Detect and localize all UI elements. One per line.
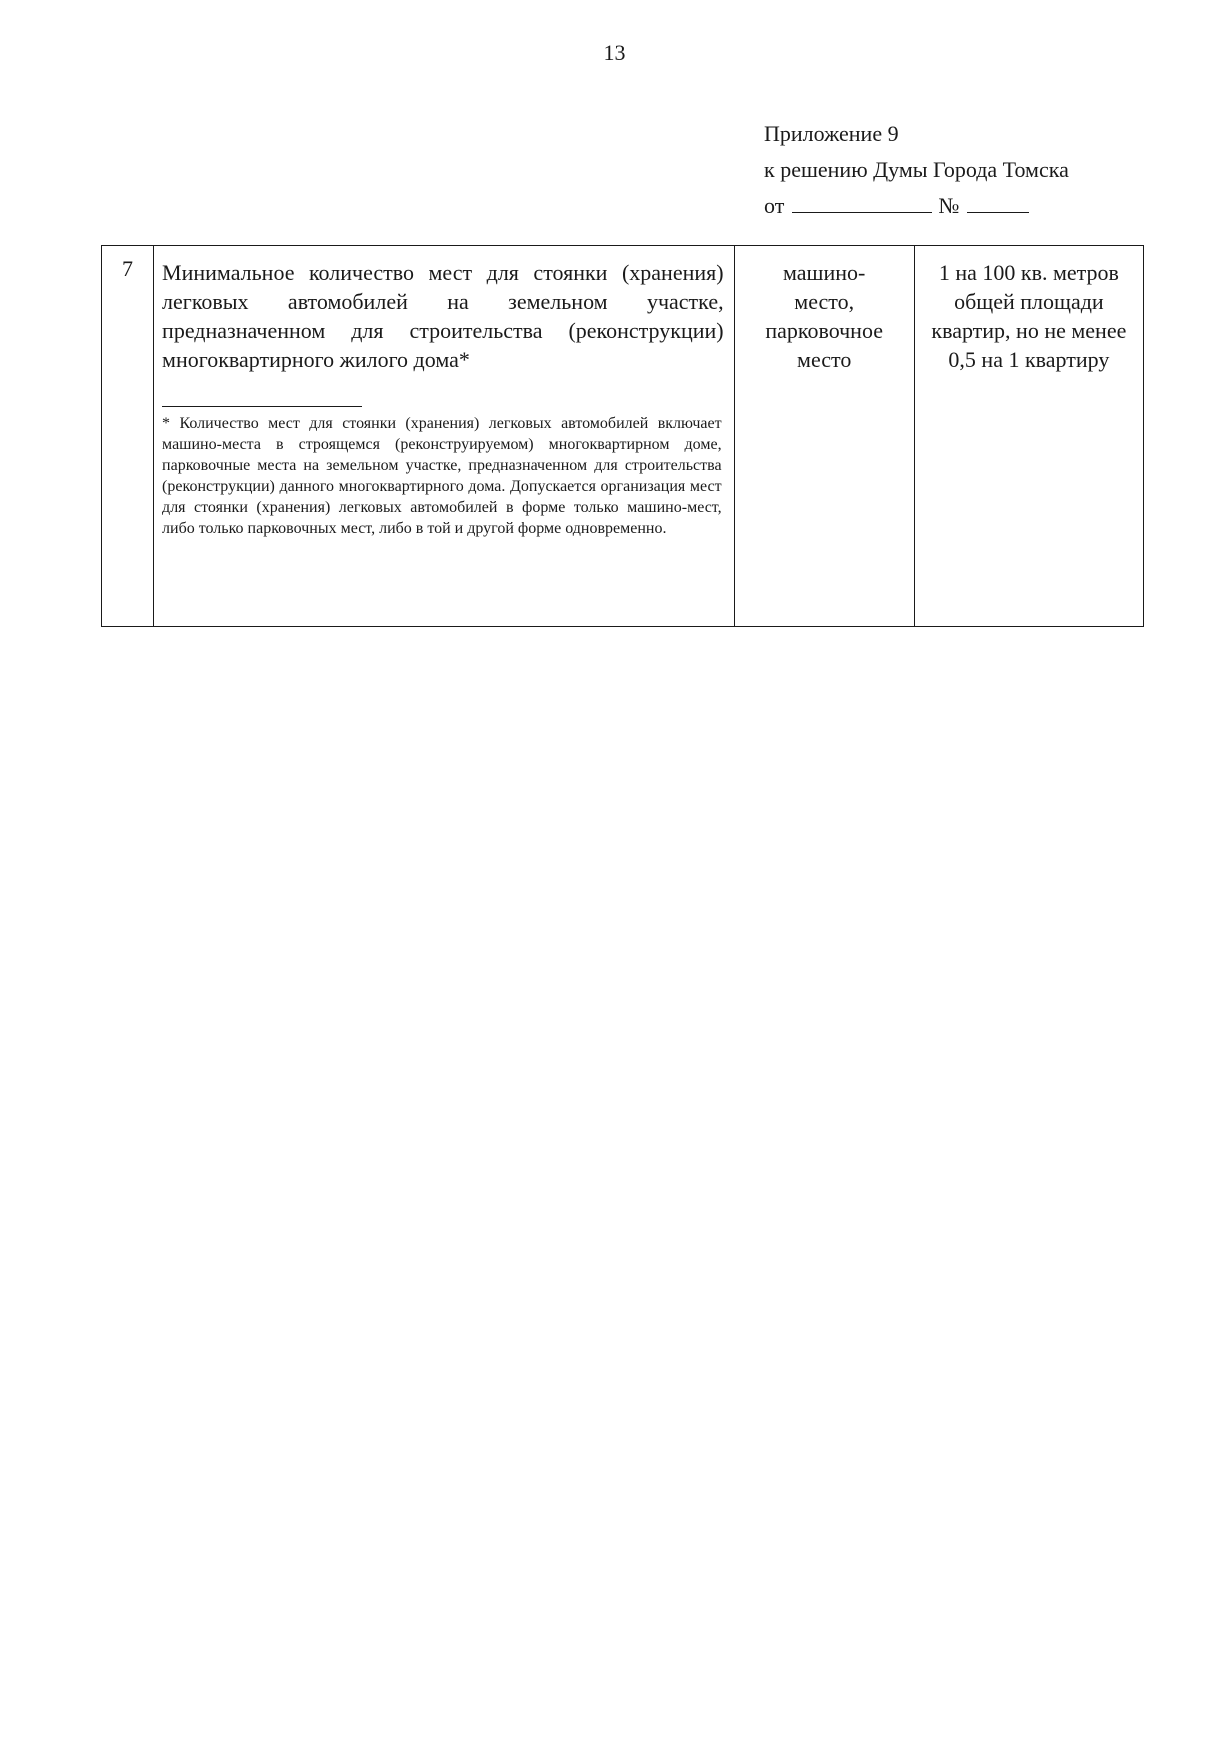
appendix-date-number [764,188,1069,224]
unit-line: место, [794,289,855,314]
page-number: 13 [603,40,626,65]
appendix-title: Приложение 9 [764,121,899,146]
appendix-decision: к решению Думы Города Томска [764,157,1069,182]
row-number: 7 [102,246,154,627]
unit-line: парковочное [765,318,883,343]
description-cell [154,246,735,627]
number-label: № [938,193,960,218]
date-blank [792,194,932,213]
value-line: 0,5 на 1 квартиру [948,347,1110,372]
number-blank [967,194,1029,213]
value-line: общей площади [954,289,1104,314]
row-description: Минимальное количество мест для стоянки (хранения) легковых автомобилей на земельном участке, предназначенном для строительства (реконструкции) многоквартирного жилого дома* [162,260,724,372]
unit-cell [734,246,914,627]
from-label: от [764,193,785,218]
value-line: квартир, но не менее [931,318,1127,343]
unit-line: место [797,347,852,372]
value-cell [914,246,1143,627]
appendix-header [764,116,1069,224]
row-footnote: * Количество мест для стоянки (хранения) легковых автомобилей включает машино-места в строящемся (реконструируемом) многоквартирном доме, парковочные места на земельном участке, предназначенном для строительства (реконструкции) данного многоквартирного дома. Допускается организация мест для стоянки (хранения) легковых автомобилей в форме только машино-мест, либо только парковочных мест, либо в той и другой форме одновременно. [162,415,722,537]
norms-table [101,245,1144,627]
table-row [102,246,1144,627]
value-line: 1 на 100 кв. метров [938,260,1119,285]
unit-line: машино- [783,260,866,285]
